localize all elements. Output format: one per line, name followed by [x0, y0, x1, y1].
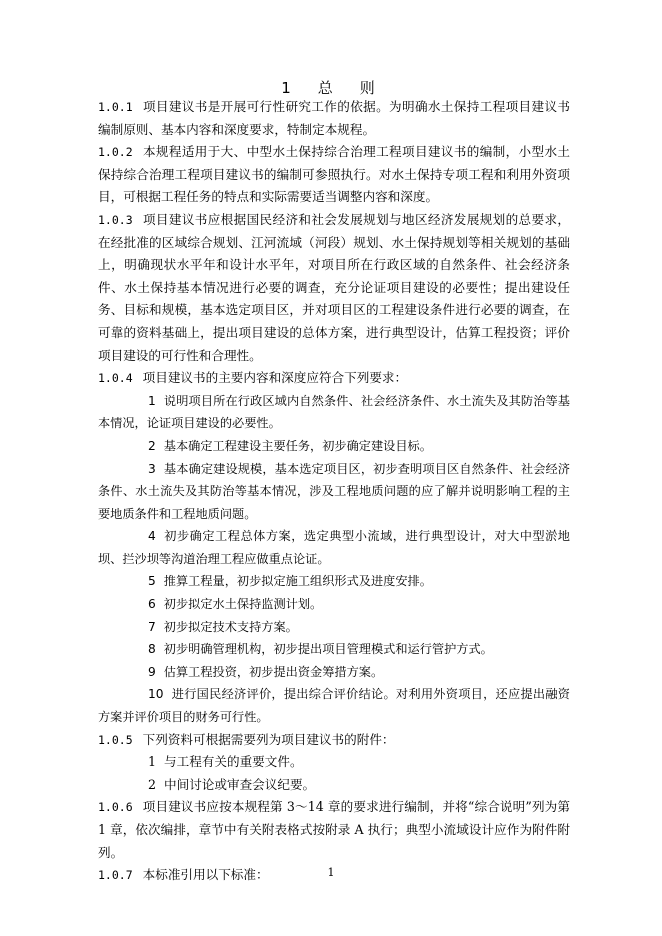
- list-item: [98, 638, 570, 661]
- item-text: 初步拟定技术支持方案。: [163, 619, 298, 634]
- item-number: 7: [148, 619, 156, 634]
- clause-1-0-6: [98, 796, 570, 864]
- clause-1-0-1: [98, 96, 570, 141]
- clause-text: 项目建议书是开展可行性研究工作的依据。为明确水土保持工程项目建议书编制原则、基本内容和深度要求，特制定本规程。: [98, 99, 570, 137]
- clause-number: 1.0.7: [98, 868, 133, 883]
- list-item: [98, 458, 570, 526]
- clause-text: 下列资料可根据需要列为项目建议书的附件：: [142, 731, 395, 747]
- item-text: 基本确定建设规模，基本选定项目区，初步查明项目区自然条件、社会经济条件、水土流失及其防治等基本情况，涉及工程地质问题的应了解并说明影响工程的主要地质条件和工程地质问题。: [98, 461, 570, 521]
- item-number: 1: [148, 393, 156, 408]
- list-item: [98, 751, 570, 774]
- list-item: [98, 525, 570, 570]
- item-text: 推算工程量，初步拟定施工组织形式及进度安排。: [163, 574, 432, 589]
- item-text: 与工程有关的重要文件。: [164, 754, 303, 770]
- item-text: 初步确定工程总体方案，选定典型小流域，进行典型设计，对大中型淤地坝、拦沙坝等沟道治理工程应做重点论证。: [98, 529, 570, 566]
- item-number: 4: [148, 529, 156, 544]
- clause-number: 1.0.1: [98, 100, 133, 114]
- item-number: 8: [148, 642, 156, 657]
- clause-1-0-2: [98, 141, 570, 209]
- item-text: 基本确定工程建设主要任务，初步确定建设目标。: [163, 438, 432, 453]
- chapter-title: 1 总 则: [281, 79, 381, 97]
- clause-number: 1.0.6: [98, 800, 133, 815]
- list-item: [98, 435, 570, 458]
- item-number: 2: [148, 438, 156, 453]
- page-number: 1: [327, 866, 335, 879]
- item-text: 估算工程投资，初步提出资金筹措方案。: [163, 664, 384, 679]
- list-item: [98, 774, 570, 797]
- item-number: 9: [148, 664, 156, 679]
- item-number: 6: [148, 597, 156, 612]
- item-text: 中间讨论或审查会议纪要。: [164, 776, 316, 792]
- item-text: 初步明确管理机构，初步提出项目管理模式和运行管护方式。: [163, 642, 493, 657]
- clause-number: 1.0.2: [98, 145, 133, 160]
- clause-text: 项目建议书应按本规程第 3～14 章的要求进行编制，并将“综合说明”列为第 1 章，依次编排，章节中有关附表格式按附录 A 执行；典型小流域设计应作为附件附列。: [98, 799, 570, 860]
- list-item: [98, 570, 570, 593]
- clause-number: 1.0.3: [98, 212, 133, 227]
- list-item: [98, 616, 570, 639]
- clause-1-0-5: [98, 729, 570, 752]
- item-text: 进行国民经济评价，提出综合评价结论。对利用外资项目，还应提出融资方案并评价项目的财务可行性。: [98, 687, 570, 725]
- clause-text: 项目建议书应根据国民经济和社会发展规划与地区经济发展规划的总要求，在经批准的区域综合规划、江河流域（河段）规划、水土保持规划等相关规划的基础上，明确现状水平年和设计水平年，对项目所在行政区域的自然条件、社会经济条件、水土保持基本情况进行必要的调查，充分论证项目建设的必要性；提出建设任务、目标和规模，基本选定项目区，并对项目区的工程建设条件进行必要的调查，在可靠的资料基础上，提出项目建设的总体方案，进行典型设计，估算工程投资；评价项目建设的可行性和合理性。: [98, 211, 570, 363]
- item-number: 5: [148, 574, 156, 589]
- clause-1-0-3: [98, 209, 570, 367]
- item-number: 10: [148, 687, 164, 702]
- clause-number: 1.0.4: [98, 371, 133, 386]
- list-item: [98, 683, 570, 728]
- item-text: 说明项目所在行政区域内自然条件、社会经济条件、水土流失及其防治等基本情况，论证项目建设的必要性。: [98, 393, 570, 431]
- item-number: 2: [148, 776, 157, 792]
- clause-text: 本规程适用于大、中型水土保持综合治理工程项目建议书的编制，小型水土保持综合治理工程项目建议书的编制可参照执行。对水土保持专项工程和利用外资项目，可根据工程任务的特点和实际需要适当调整内容和深度。: [98, 144, 570, 205]
- document-body: [98, 96, 570, 887]
- list-item: [98, 390, 570, 435]
- clause-1-0-4: [98, 367, 570, 390]
- item-number: 3: [148, 461, 156, 476]
- list-item: [98, 661, 570, 684]
- item-number: 1: [148, 754, 157, 770]
- clause-number: 1.0.5: [98, 732, 133, 747]
- item-text: 初步拟定水土保持监测计划。: [163, 597, 323, 612]
- list-item: [98, 593, 570, 616]
- clause-text: 项目建议书的主要内容和深度应符合下列要求：: [142, 370, 408, 386]
- clause-text: 本标准引用以下标准：: [142, 867, 269, 883]
